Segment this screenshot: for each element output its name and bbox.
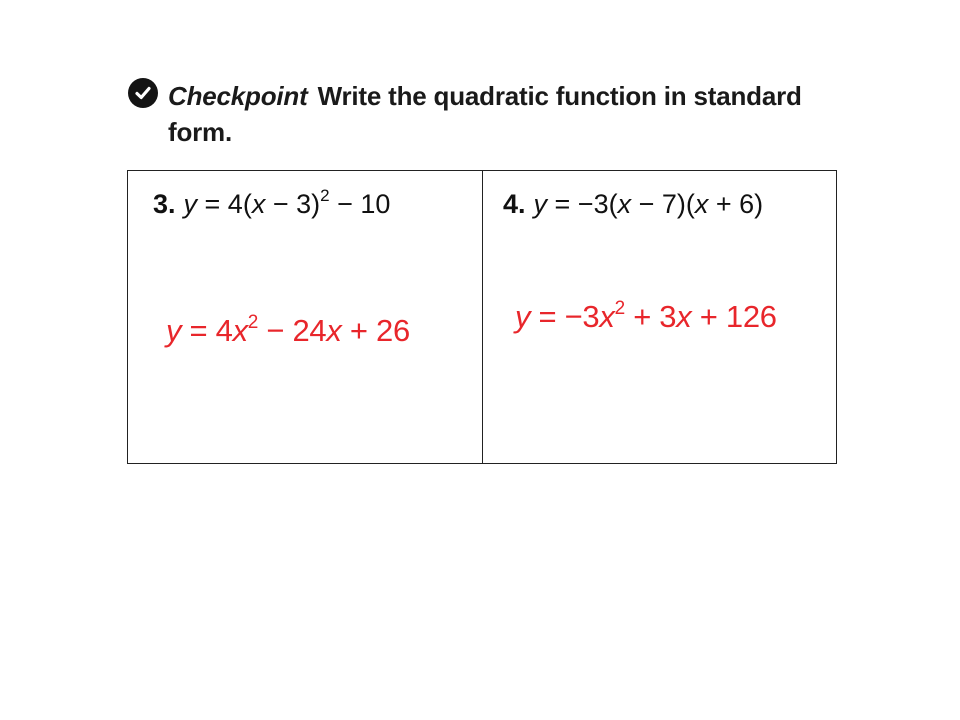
problem-cell-4: [483, 171, 835, 463]
problem-4-equation: 4. y = −3(x − 7)(x + 6): [503, 189, 764, 219]
problem-number: 3.: [153, 189, 176, 219]
check-circle-icon: [128, 78, 158, 108]
problem-number: 4.: [503, 189, 526, 219]
problem-cell-3: [128, 171, 483, 463]
problem-3-answer: $y = 4x^2 - 24x + 26$: [166, 311, 410, 348]
checkpoint-label: Checkpoint: [168, 81, 308, 111]
instruction-text: Write the quadratic function in standard form.: [168, 81, 802, 147]
header-text: [168, 78, 828, 150]
problem-3-equation: 3. $y = 4(x - 3)^2 - 10$: [153, 186, 391, 219]
problem-4-answer: $y = -3x^2 + 3x + 126$: [515, 297, 777, 334]
problems-table: [127, 170, 837, 464]
